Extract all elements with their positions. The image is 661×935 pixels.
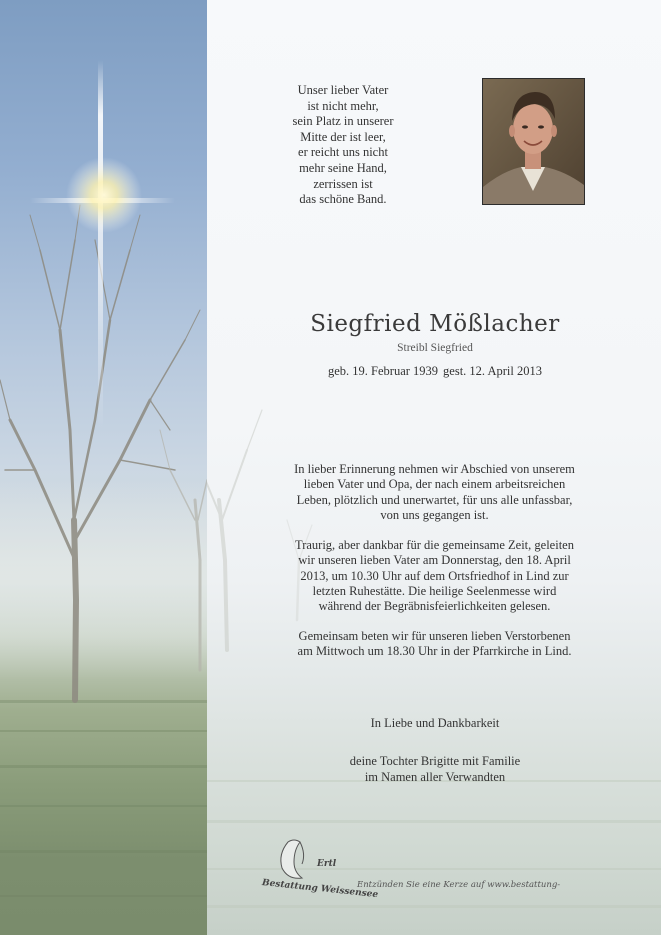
poem-line: Unser lieber Vater xyxy=(297,83,389,97)
poem-line: sein Platz in unserer xyxy=(292,114,394,129)
deceased-alias: Streibl Siegfried xyxy=(397,342,473,354)
deceased-name: Siegfried Mößlacher xyxy=(310,311,560,337)
death-date: gest. 12. April 2013 xyxy=(443,364,542,378)
paragraph-line: am Mittwoch um 18.30 Uhr in der Pfarrkirche in Lind. xyxy=(297,644,572,659)
poem-line: Mitte der ist leer, xyxy=(300,129,386,144)
paragraph-line: Leben, plötzlich und unerwartet, für uns alle unfassbar, xyxy=(296,492,573,507)
paragraph-line: 2013, um 10.30 Uhr auf dem Ortsfriedhof in Lind zur xyxy=(300,568,569,583)
paragraph-line: lieben Vater und Opa, der nach einem arbeitsreichen xyxy=(303,477,566,492)
cross-and-trees-illustration xyxy=(0,0,207,935)
poem-line: ist nicht mehr, xyxy=(307,98,379,113)
paragraph-line: Gemeinsam beten wir für unseren lieben Verstorbenen xyxy=(298,629,571,643)
funeral-details-paragraph xyxy=(272,538,597,614)
closing-phrase: In Liebe und Dankbarkeit xyxy=(370,716,500,730)
poem-line: mehr seine Hand, xyxy=(299,160,387,175)
logo-owner-text: Ertl xyxy=(317,859,337,869)
paragraph-line: Traurig, aber dankbar für die gemeinsame Zeit, geleiten xyxy=(295,538,574,552)
poem-line: das schöne Band. xyxy=(299,192,387,207)
signoff-line: im Namen aller Verwandten xyxy=(364,769,506,784)
candle-link-text[interactable]: Entzünden Sie eine Kerze auf www.bestattung- xyxy=(357,880,561,890)
paragraph-line: letzten Ruhestätte. Die heilige Seelenmesse wird xyxy=(312,583,557,598)
poem-line: er reicht uns nicht xyxy=(298,145,388,160)
paragraph-line: während der Begräbnisfeierlichkeiten gelesen. xyxy=(318,599,551,614)
paragraph-line: In lieber Erinnerung nehmen wir Abschied von unserem xyxy=(294,462,575,476)
signoff-line: deine Tochter Brigitte mit Familie xyxy=(349,754,521,768)
paragraph-line: von uns gegangen ist. xyxy=(380,507,489,522)
birth-date: geb. 19. Februar 1939 xyxy=(327,364,439,378)
life-dates xyxy=(290,364,580,379)
landscape-image xyxy=(0,0,207,935)
memorial-poem xyxy=(282,83,404,208)
remembrance-paragraph xyxy=(272,462,597,523)
portrait-photo xyxy=(482,78,585,205)
paragraph-line: wir unseren lieben Vater am Donnerstag, den 18. April xyxy=(298,553,571,568)
prayer-paragraph xyxy=(272,629,597,660)
poem-line: zerrissen ist xyxy=(313,176,373,191)
family-signoff xyxy=(290,754,580,785)
logo-company-text: Bestattung Weissensee xyxy=(261,878,379,901)
